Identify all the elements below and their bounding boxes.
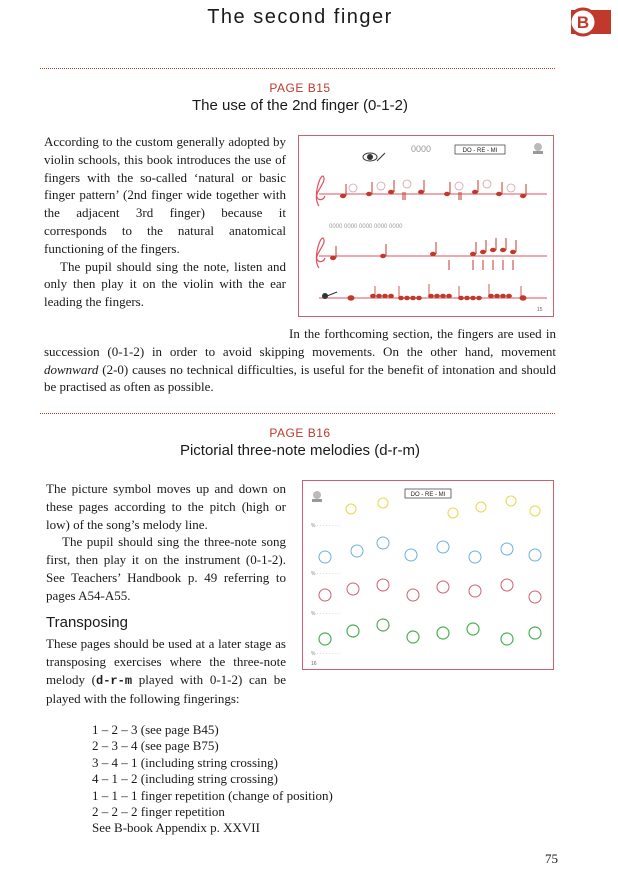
book-badge-letter: B (576, 13, 590, 32)
figure-b16-label: DO - RE - MI (410, 492, 446, 498)
svg-text:% · · · · · · ·: % · · · · · · · · (311, 611, 340, 617)
blue-face-icons (319, 537, 541, 563)
figure-b15-page-ref: 15 (537, 307, 543, 313)
svg-text:0000 0000 0000 0000 00: 0000 0000 0000 0000 0000 (329, 224, 403, 230)
fingering-item: 2 – 2 – 2 finger repetition (92, 804, 225, 820)
figure-b16-pictorial-melodies (302, 480, 554, 670)
section1-intro (44, 133, 286, 311)
page-title: The second finger (207, 6, 393, 28)
green-face-icons (319, 619, 541, 645)
section2-page-label: PAGE B16 (269, 426, 331, 440)
treble-clef-icon (316, 176, 325, 206)
section1-page-label: PAGE B15 (269, 81, 331, 95)
page-number: 75 (545, 851, 558, 866)
lamp-icon (312, 491, 322, 502)
section-divider (40, 68, 555, 69)
fingering-list (92, 722, 333, 837)
transposing-paragraph: These pages should be used at a later stage as transposing exercises where the three-note melody (d-r-m played with 0-1-2) can be played with the following fingerings: (46, 636, 287, 707)
violinist-icon (363, 153, 385, 161)
svg-text:% · · · · · · ·: % · · · · · · · · (311, 571, 340, 577)
book-badge (571, 6, 611, 38)
fingering-item: 3 – 4 – 1 (including string crossing) (92, 754, 278, 770)
fingering-item: 2 – 3 – 4 (see page B75) (92, 738, 219, 754)
figure-b15-label: DO - RE - MI (462, 148, 498, 154)
fingering-item: 4 – 1 – 2 (including string crossing) (92, 771, 278, 787)
figure-b16-page-ref: 16 (311, 661, 317, 667)
fingering-item: 1 – 2 – 3 (see page B45) (92, 722, 219, 737)
section-divider (40, 413, 555, 414)
svg-text:0000: 0000 (411, 144, 432, 154)
svg-text:% · · · · · · ·: % · · · · · · · · (311, 651, 340, 657)
melody-code: d-r-m (96, 673, 133, 688)
section2-paragraph2: The pupil should sing the three-note song first, then play it on the instrument (0-1-2). See Teachers’ Handbook p. 49 referring to pages A54-A55. (46, 534, 286, 603)
section1-paragraph3: In the forthcoming section, the fingers are used in succession (0-1-2) in order to avoid skipping movements. On the other hand, movement downward (2-0) causes no technical difficulties, is useful for the benefit of intonation and should be practised as often as possible. (44, 326, 556, 395)
section2-paragraph1: The picture symbol moves up and down on these pages according to the pitch (high or low) of the song’s melody line. (46, 481, 286, 532)
emphasis-downward: downward (44, 361, 99, 377)
section2-intro (46, 480, 286, 605)
treble-clef-icon (316, 238, 325, 268)
appendix-reference: See B-book Appendix p. XXVII (92, 820, 260, 836)
section1-paragraph2: The pupil should sing the note, listen and only then play it on the violin with the ear leading the fingers. (44, 258, 286, 310)
yellow-face-icons (346, 496, 540, 518)
red-face-icons (319, 579, 541, 603)
section1-title: The use of the 2nd finger (0-1-2) (192, 97, 408, 114)
section2-title: Pictorial three-note melodies (d-r-m) (179, 442, 421, 459)
figure-b15-notation (298, 135, 554, 317)
svg-text:% · · · · · · ·: % · · · · · · · · (311, 523, 340, 529)
transposing-heading: Transposing (46, 614, 128, 631)
fingering-item: 1 – 1 – 1 finger repetition (change of position) (92, 787, 333, 803)
section1-paragraph1: According to the custom generally adopted by violin schools, this book introduces the use of fingers with the so-called ‘natural or basic finger pattern’ (2nd finger wide together with the adjacent 3rd finger) because it corresponds to the natural anatomical functioning of the fingers. (44, 134, 286, 256)
lamp-icon (533, 143, 543, 154)
